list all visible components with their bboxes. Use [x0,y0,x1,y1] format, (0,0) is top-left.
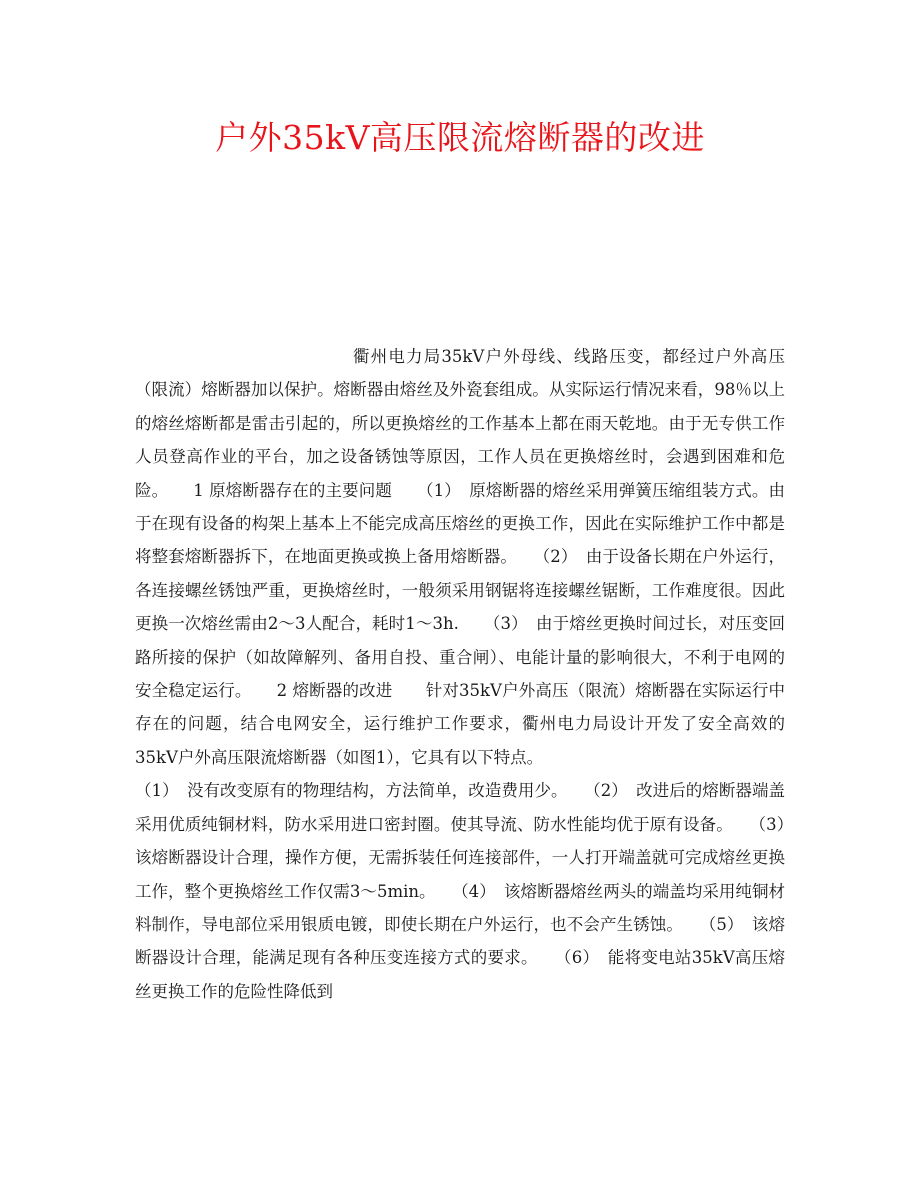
document-body [135,340,802,1008]
page-title: 户外35kV高压限流熔断器的改进 [215,118,705,157]
paragraph-2: （1） 没有改变原有的物理结构，方法简单，改造费用少。 （2） 改进后的熔断器端盖采用优质纯铜材料，防水采用进口密封圈。使其导流、防水性能均优于原有设备。 （3） 该熔断器设计合理，操作方便，无需拆装任何连接部件，一人打开端盖就可完成熔丝更换工作，整个更换熔丝工作仅需3～5min。 （4） 该熔断器熔丝两头的端盖均采用纯铜材料制作，导电部位采用银质电镀，即使长期在户外运行，也不会产生锈蚀。 （5） 该熔断器设计合理，能满足现有各种压变连接方式的要求。 （6） 能将变电站35kV高压熔丝更换工作的危险性降低到 [135,781,802,1001]
paragraph-1: 衢州电力局35kV户外母线、线路压变，都经过户外高压（限流）熔断器加以保护。熔断器由熔丝及外瓷套组成。从实际运行情况来看，98％以上的熔丝熔断都是雷击引起的，所以更换熔丝的工作基本上都在雨天乾地。由于无专供工作人员登高作业的平台，加之设备锈蚀等原因，工作人员在更换熔丝时，会遇到困难和危险。 1 原熔断器存在的主要问题 （1） 原熔断器的熔丝采用弹簧压缩组装方式。由于在现有设备的构架上基本上不能完成高压熔丝的更换工作，因此在实际维护工作中都是将整套熔断器拆下，在地面更换或换上备用熔断器。 （2） 由于设备长期在户外运行，各连接螺丝锈蚀严重，更换熔丝时，一般须采用钢锯将连接螺丝锯断，工作难度很。因此更换一次熔丝需由2～3人配合，耗时1～3h. （3） 由于熔丝更换时间过长，对压变回路所接的保护（如故障解列、备用自投、重合闸）、电能计量的影响很大，不利于电网的安全稳定运行。 2 熔断器的改进 针对35kV户外高压（限流）熔断器在实际运行中存在的问题，结合电网安全，运行维护工作要求，衢州电力局设计开发了安全高效的35kV户外高压限流熔断器（如图1），它具有以下特点。 [135,347,785,767]
